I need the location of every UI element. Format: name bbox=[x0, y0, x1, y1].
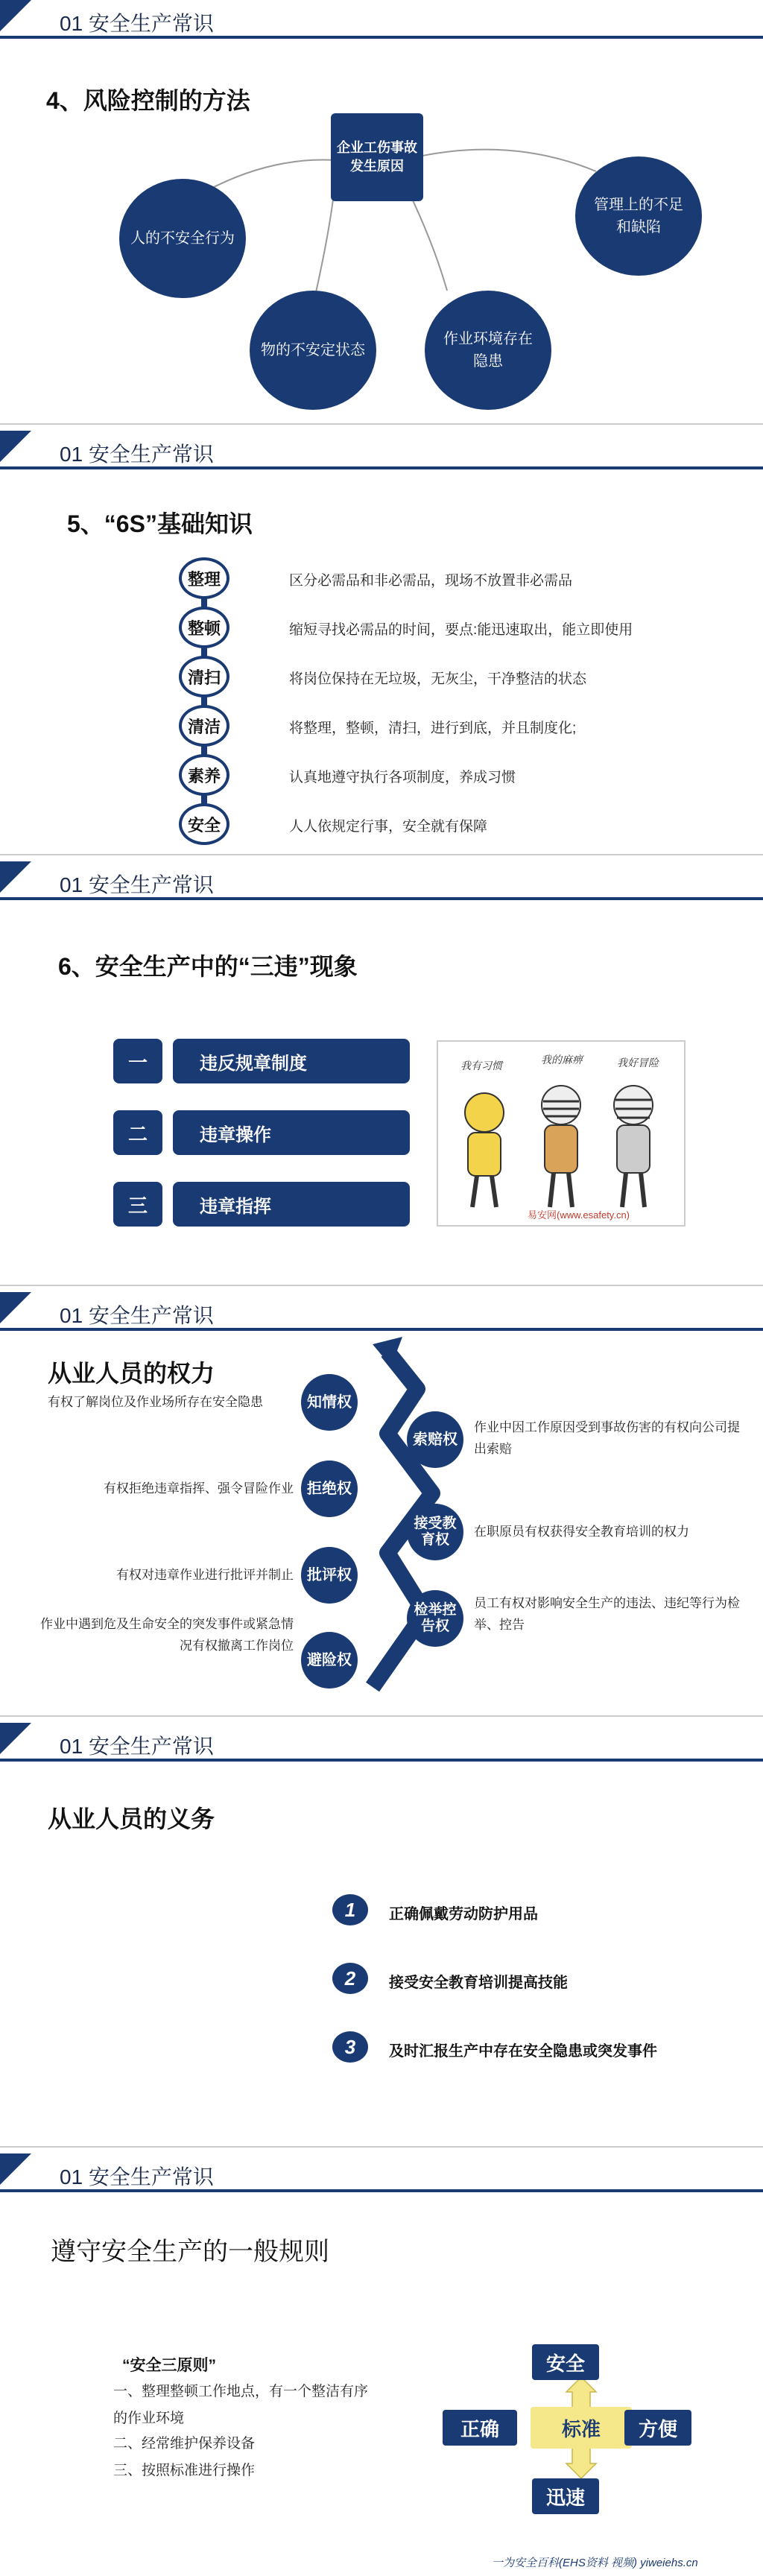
term-circle: 安全 bbox=[179, 803, 229, 845]
violation-number: 二 bbox=[113, 1110, 162, 1155]
right-circle: 避险权 bbox=[301, 1632, 358, 1689]
slide-title: 6、安全生产中的“三违”现象 bbox=[58, 953, 358, 980]
slide-risk-control bbox=[0, 0, 763, 425]
slide-worker-rights bbox=[0, 1292, 763, 1717]
right-circle: 索赔权 bbox=[407, 1411, 463, 1468]
header-triangle bbox=[0, 861, 31, 893]
right-desc: 作业中遇到危及生命安全的突发事件或紧急情况有权撤离工作岗位 bbox=[40, 1617, 294, 1653]
cause-label: 物的不安定状态 bbox=[261, 342, 365, 358]
section-header: 01 安全生产常识 bbox=[60, 873, 214, 896]
right-desc: 有权了解岗位及作业场所存在安全隐患 bbox=[48, 1395, 263, 1409]
header-line bbox=[0, 466, 763, 469]
term-desc: 人人依规定行事，安全就有保障 bbox=[289, 819, 488, 835]
cause-label: 管理上的不足 和缺陷 bbox=[594, 197, 683, 235]
cartoon-watermark: 易安网(www.esafety.cn) bbox=[528, 1209, 630, 1221]
rules-subtitle: “安全三原则” bbox=[122, 2357, 216, 2374]
right-desc: 员工有权对影响安全生产的违法、违纪等行为检举、控告 bbox=[474, 1596, 740, 1632]
slide-title: 遵守安全生产的一般规则 bbox=[51, 2238, 329, 2266]
diagram-top: 安全 bbox=[532, 2344, 599, 2380]
section-header: 01 安全生产常识 bbox=[60, 1735, 214, 1758]
diagram-left: 正确 bbox=[443, 2410, 517, 2446]
header-line bbox=[0, 897, 763, 900]
duty-number: 3 bbox=[332, 2031, 368, 2063]
cause-circle bbox=[119, 179, 246, 298]
cause-label: 作业环境存在 隐患 bbox=[443, 331, 533, 370]
slide-title: 从业人员的权力 bbox=[48, 1360, 215, 1387]
violation-label: 违反规章制度 bbox=[173, 1039, 410, 1083]
right-circle: 检举控告权 bbox=[407, 1590, 463, 1647]
cartoon-caption: 我有习惯 bbox=[460, 1060, 502, 1072]
footer-watermark: 一为安全百科(EHS资料 视频) yiweiehs.cn bbox=[492, 2557, 698, 2569]
term-desc: 缩短寻找必需品的时间，要点:能迅速取出，能立即使用 bbox=[289, 622, 633, 638]
right-circle: 拒绝权 bbox=[301, 1461, 358, 1517]
right-circle: 批评权 bbox=[301, 1547, 358, 1604]
rule-item: 三、按照标准进行操作 bbox=[113, 2463, 256, 2478]
term-desc: 认真地遵守执行各项制度，养成习惯 bbox=[289, 770, 516, 785]
violation-label: 违章指挥 bbox=[173, 1182, 410, 1227]
term-circle: 整理 bbox=[179, 557, 229, 599]
hub-label: 企业工伤事故 发生原因 bbox=[337, 139, 417, 174]
standard-arrows bbox=[0, 2153, 763, 2576]
cartoon-caption: 我的麻痹 bbox=[541, 1054, 583, 1066]
slide-title: 4、风险控制的方法 bbox=[46, 87, 250, 114]
term-circle: 清洁 bbox=[179, 705, 229, 747]
slide-6s bbox=[0, 431, 763, 855]
header-line bbox=[0, 1759, 763, 1762]
term-circle: 素养 bbox=[179, 754, 229, 796]
section-header: 01 安全生产常识 bbox=[60, 1304, 214, 1327]
section-header: 01 安全生产常识 bbox=[60, 443, 214, 466]
diagram-center: 标准 bbox=[531, 2407, 632, 2449]
cartoon-image bbox=[437, 1040, 686, 1227]
hub-box bbox=[331, 113, 423, 201]
right-circle: 知情权 bbox=[301, 1374, 358, 1431]
slide-title: 从业人员的义务 bbox=[48, 1806, 215, 1832]
right-desc: 有权对违章作业进行批评并制止 bbox=[116, 1568, 294, 1582]
cause-circle bbox=[250, 291, 376, 410]
slide-worker-duties bbox=[0, 1723, 763, 2148]
right-desc: 在职原员有权获得安全教育培训的权力 bbox=[474, 1525, 689, 1539]
violation-label: 违章操作 bbox=[173, 1110, 410, 1155]
diagram-right: 方便 bbox=[624, 2410, 691, 2446]
rule-item: 二、经常维护保养设备 bbox=[113, 2436, 256, 2452]
duty-text: 正确佩戴劳动防护用品 bbox=[389, 1906, 538, 1922]
violation-number: 一 bbox=[113, 1039, 162, 1083]
diagram-bottom: 迅速 bbox=[532, 2478, 599, 2514]
duty-text: 接受安全教育培训提高技能 bbox=[389, 1975, 568, 1991]
cause-circle bbox=[575, 156, 702, 276]
cartoon-caption: 我好冒险 bbox=[617, 1057, 659, 1069]
right-desc: 作业中因工作原因受到事故伤害的有权向公司提出索赔 bbox=[474, 1420, 740, 1456]
slide-three-violations bbox=[0, 861, 763, 1286]
duty-number: 1 bbox=[332, 1894, 368, 1925]
term-desc: 将整理，整顿，清扫，进行到底，并且制度化; bbox=[289, 721, 577, 736]
right-circle: 接受教育权 bbox=[407, 1504, 463, 1560]
section-header: 01 安全生产常识 bbox=[60, 2165, 214, 2189]
term-desc: 区分必需品和非必需品，现场不放置非必需品 bbox=[289, 573, 573, 589]
term-desc: 将岗位保持在无垃圾，无灰尘，干净整洁的状态 bbox=[289, 671, 587, 687]
rule-item: 一、整理整顿工作地点，有一个整洁有序的作业环境 bbox=[113, 2384, 369, 2427]
cause-circle bbox=[425, 291, 551, 410]
duty-text: 及时汇报生产中存在安全隐患或突发事件 bbox=[389, 2043, 657, 2060]
cause-label: 人的不安全行为 bbox=[130, 230, 235, 247]
duty-number: 2 bbox=[332, 1963, 368, 1994]
term-circle: 整顿 bbox=[179, 607, 229, 648]
header-triangle bbox=[0, 1723, 31, 1754]
section-header: 01 安全生产常识 bbox=[60, 12, 214, 35]
violation-number: 三 bbox=[113, 1182, 162, 1227]
slide-general-rules bbox=[0, 2153, 763, 2576]
right-desc: 有权拒绝违章指挥、强令冒险作业 bbox=[104, 1481, 294, 1496]
slide-title: 5、“6S”基础知识 bbox=[67, 510, 253, 537]
header-triangle bbox=[0, 431, 31, 462]
term-circle: 清扫 bbox=[179, 656, 229, 697]
